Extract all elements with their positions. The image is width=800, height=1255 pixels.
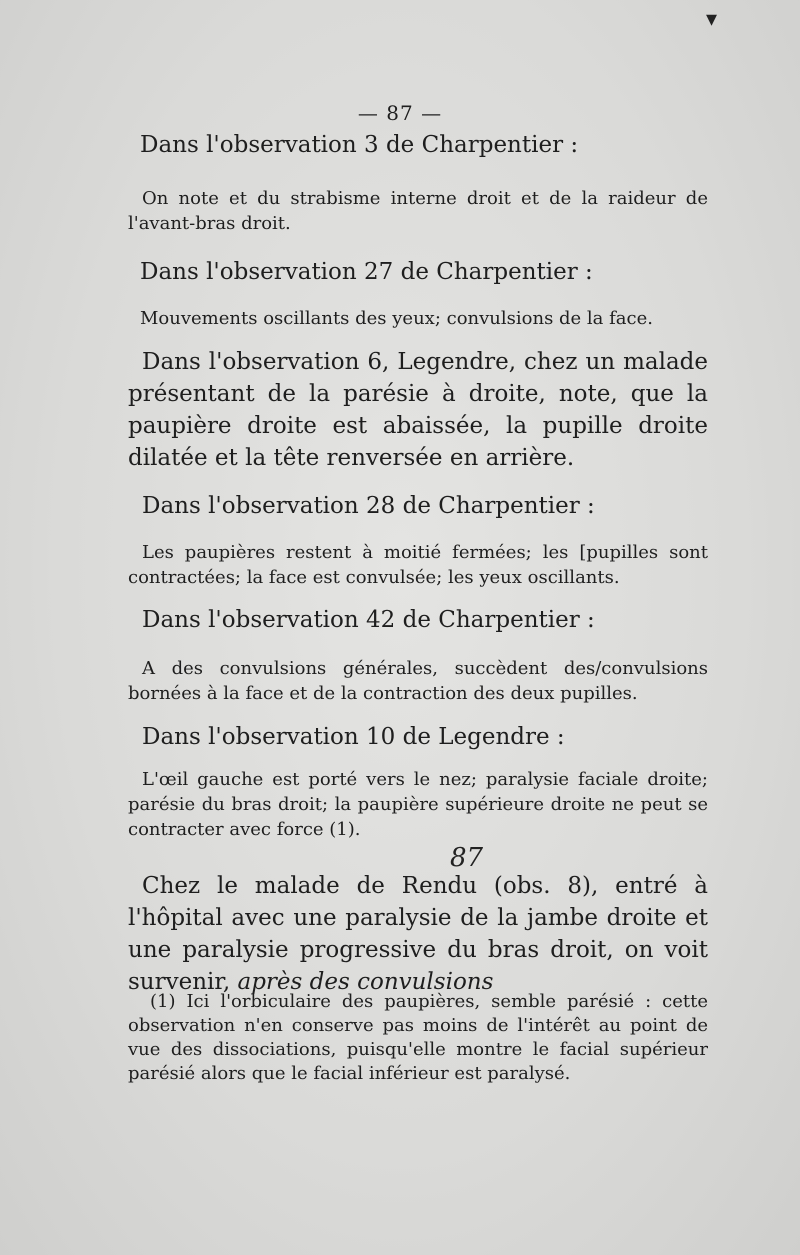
heading-obs-28: Dans l'observation 28 de Charpentier : [142, 493, 595, 519]
paragraph-obs-6: Dans l'observation 6, Legendre, chez un malade présentant de la parésie à droite, note, que la paupière droite est abaissée, la pupille droite dilatée et la tête renversée en arrière. [128, 349, 708, 471]
corner-mark: ▾ [706, 7, 718, 32]
handwritten-annotation: 87 [450, 843, 484, 873]
page-number: — 87 — [357, 101, 443, 125]
quote-obs-3: On note et du strabisme interne droit et de la raideur de l'avant-bras droit. [128, 188, 708, 234]
quote-obs-10-legendre: L'œil gauche est porté vers le nez; paralysie faciale droite; parésie du bras droit; la paupière supérieure droite ne peut se contracter avec force (1). [128, 769, 708, 840]
quote-obs-27: Mouvements oscillants des yeux; convulsions de la face. [140, 308, 653, 329]
quote-obs-28: Les paupières restent à moitié fermées; les [pupilles sont contractées; la face est convulsée; les yeux oscillants. [128, 542, 708, 588]
quote-obs-42: A des convulsions générales, succèdent des/convulsions bornées à la face et de la contraction des deux pupilles. [128, 658, 708, 704]
paragraph-rendu-text: Chez le malade de Rendu (obs. 8), entré à l'hôpital avec une paralysie de la jambe droite et une paralysie progressive du bras droit, on voit survenir, [128, 873, 708, 995]
footnote: (1) Ici l'orbiculaire des paupières, semble parésié : cette observation n'en conserve pas moins de l'intérêt au point de vue des dissociations, puisqu'elle montre le facial supérieur parésié alors que le facial inférieur est paralysé. [128, 991, 708, 1084]
paragraph-rendu [128, 870, 708, 998]
paragraph-rendu-italic: après des convulsions [237, 969, 494, 995]
heading-obs-27: Dans l'observation 27 de Charpentier : [140, 259, 593, 285]
heading-obs-3: Dans l'observation 3 de Charpentier : [140, 132, 579, 158]
heading-obs-10-legendre: Dans l'observation 10 de Legendre : [142, 724, 565, 750]
heading-obs-42: Dans l'observation 42 de Charpentier : [142, 607, 595, 633]
